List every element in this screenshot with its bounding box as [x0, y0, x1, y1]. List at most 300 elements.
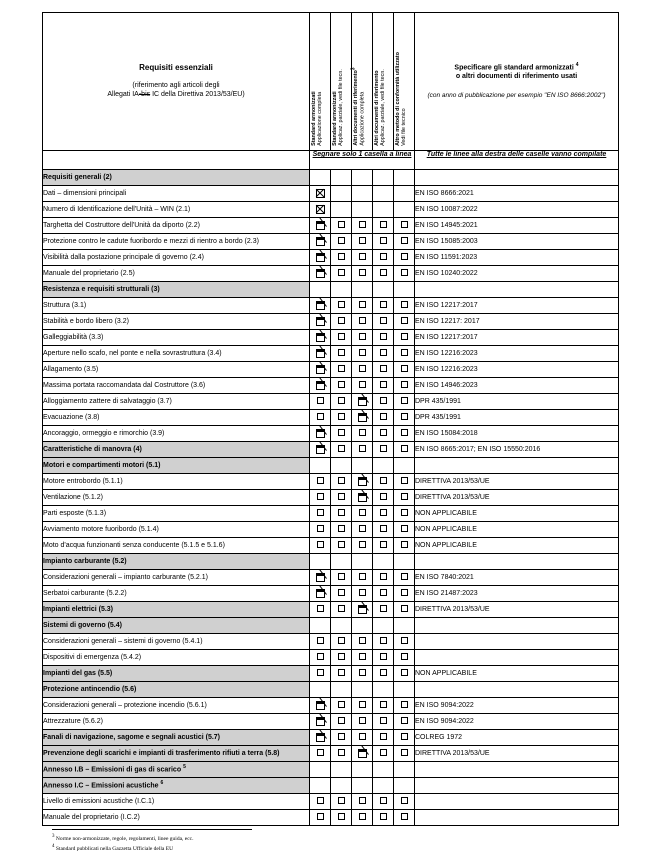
checkbox[interactable]	[401, 653, 408, 660]
checkbox[interactable]	[401, 269, 408, 276]
checkbox[interactable]	[359, 653, 366, 660]
checkbox[interactable]	[317, 525, 324, 532]
checkbox-cell	[331, 458, 352, 474]
standard-reference[interactable]	[415, 762, 619, 778]
checkbox[interactable]	[359, 317, 366, 324]
requirement-label-text: Stabilità e bordo libero (3.2)	[43, 317, 129, 325]
checkbox[interactable]	[317, 397, 324, 404]
requirement-label	[43, 810, 310, 826]
checkbox[interactable]	[401, 477, 408, 484]
standard-reference[interactable]: DPR 435/1991	[415, 410, 619, 426]
checkbox[interactable]	[338, 813, 345, 820]
checkbox[interactable]	[338, 301, 345, 308]
checkbox-cell	[373, 298, 394, 314]
checkbox[interactable]	[401, 301, 408, 308]
standard-reference[interactable]: EN ISO 7840:2021	[415, 570, 619, 586]
checkbox[interactable]	[401, 445, 408, 452]
section-row	[43, 746, 619, 762]
requirement-label-text: Annesso I.C – Emissioni acustiche	[43, 782, 159, 790]
standard-reference[interactable]: EN ISO 12217:2017	[415, 298, 619, 314]
checkbox-cell	[310, 730, 331, 746]
checkbox-cell	[331, 202, 352, 218]
checkbox[interactable]	[338, 349, 345, 356]
checkbox[interactable]	[380, 317, 387, 324]
checkbox[interactable]	[338, 573, 345, 580]
requirement-label	[43, 522, 310, 538]
checkbox[interactable]	[380, 301, 387, 308]
page-title: Requisiti essenziali	[139, 63, 213, 72]
checkbox-cell	[352, 762, 373, 778]
checkbox[interactable]	[338, 541, 345, 548]
instructions-blank	[43, 151, 310, 170]
requirement-label	[43, 426, 310, 442]
checkbox[interactable]	[338, 317, 345, 324]
checkbox-cell	[352, 570, 373, 586]
standard-reference[interactable]: EN ISO 14945:2021	[415, 218, 619, 234]
column-header-other-partial: Altri documenti di riferimento Applicaz. parziale, vedi file tecn.	[373, 13, 394, 151]
checkbox[interactable]	[317, 413, 324, 420]
checkbox[interactable]	[401, 717, 408, 724]
checkbox[interactable]	[359, 573, 366, 580]
standard-reference[interactable]: DIRETTIVA 2013/53/UE	[415, 746, 619, 762]
checkbox-checked[interactable]	[316, 717, 325, 726]
requirement-label	[43, 490, 310, 506]
checkbox-cell	[373, 762, 394, 778]
requirement-row	[43, 330, 619, 346]
checkbox[interactable]	[380, 701, 387, 708]
checkbox[interactable]	[338, 653, 345, 660]
checkbox[interactable]	[380, 717, 387, 724]
checkbox-cell	[331, 186, 352, 202]
checkbox[interactable]	[338, 509, 345, 516]
standard-reference[interactable]	[415, 458, 619, 474]
checkbox[interactable]	[338, 525, 345, 532]
checkbox-checked[interactable]	[316, 237, 325, 246]
standard-reference[interactable]: DPR 435/1991	[415, 394, 619, 410]
requirement-row	[43, 794, 619, 810]
standard-reference[interactable]: NON APPLICABILE	[415, 522, 619, 538]
checkbox-cell	[352, 794, 373, 810]
checkbox[interactable]	[338, 253, 345, 260]
checkbox[interactable]	[380, 525, 387, 532]
checkbox-cell	[394, 586, 415, 602]
standard-reference[interactable]: EN ISO 9094:2022	[415, 698, 619, 714]
checkbox-cell	[331, 810, 352, 826]
requirement-row	[43, 426, 619, 442]
checkbox[interactable]	[401, 797, 408, 804]
standard-reference[interactable]: EN ISO 8665:2017; EN ISO 15550:2016	[415, 442, 619, 458]
standard-reference[interactable]: DIRETTIVA 2013/53/UE	[415, 474, 619, 490]
checkbox-checked[interactable]	[316, 269, 325, 278]
standard-reference[interactable]	[415, 634, 619, 650]
standard-reference[interactable]: EN ISO 12217: 2017	[415, 314, 619, 330]
checkbox[interactable]	[380, 605, 387, 612]
checkbox-cell	[352, 538, 373, 554]
requirement-label-text: Impianti elettrici (5.3)	[43, 605, 114, 613]
standard-reference[interactable]: DIRETTIVA 2013/53/UE	[415, 490, 619, 506]
checkbox-checked[interactable]	[316, 733, 325, 742]
requirement-label-text: Fanali di navigazione, sagome e segnali acustici (5.7)	[43, 733, 221, 741]
checkbox[interactable]	[359, 717, 366, 724]
checkbox[interactable]	[359, 733, 366, 740]
checkbox[interactable]	[401, 349, 408, 356]
standard-reference[interactable]	[415, 618, 619, 634]
checkbox-cell	[373, 426, 394, 442]
checkbox[interactable]	[401, 429, 408, 436]
standards-header-cell	[415, 13, 619, 151]
checkbox-checked[interactable]	[316, 301, 325, 310]
checkbox-cell	[373, 282, 394, 298]
standard-reference[interactable]: EN ISO 14946:2023	[415, 378, 619, 394]
checkbox[interactable]	[359, 365, 366, 372]
checkbox-cell	[373, 330, 394, 346]
checkbox-cell	[373, 458, 394, 474]
checkbox[interactable]	[338, 477, 345, 484]
checkbox[interactable]	[401, 573, 408, 580]
checkbox[interactable]	[338, 333, 345, 340]
requirement-label-text: Ventilazione (5.1.2)	[43, 493, 103, 501]
checkbox-checked[interactable]	[316, 429, 325, 438]
checkbox-checked[interactable]	[316, 253, 325, 262]
checkbox-checked[interactable]	[358, 749, 367, 758]
section-row	[43, 554, 619, 570]
requirement-label	[43, 442, 310, 458]
checkbox-cell	[352, 634, 373, 650]
checkbox-cell	[310, 570, 331, 586]
requirement-label-text: Sistemi di governo (5.4)	[43, 621, 122, 629]
checkbox[interactable]	[401, 541, 408, 548]
checkbox-cell	[310, 634, 331, 650]
checkbox[interactable]	[338, 381, 345, 388]
checkbox-cell	[394, 698, 415, 714]
checkbox-checked[interactable]	[316, 365, 325, 374]
standard-reference[interactable]: NON APPLICABILE	[415, 538, 619, 554]
checkbox[interactable]	[317, 637, 324, 644]
checkbox-cell	[331, 490, 352, 506]
checkbox-cell	[373, 698, 394, 714]
checkbox[interactable]	[380, 813, 387, 820]
requirement-label	[43, 314, 310, 330]
checkbox[interactable]	[317, 493, 324, 500]
checkbox[interactable]	[380, 669, 387, 676]
checkbox[interactable]	[401, 525, 408, 532]
standard-reference[interactable]	[415, 282, 619, 298]
checkbox[interactable]	[401, 509, 408, 516]
checkbox[interactable]	[317, 813, 324, 820]
requirement-label	[43, 298, 310, 314]
requirement-label	[43, 666, 310, 682]
standard-reference[interactable]: EN ISO 8666:2021	[415, 186, 619, 202]
checkbox-checked[interactable]	[316, 333, 325, 342]
requirement-label-text: Impianti del gas (5.5)	[43, 669, 113, 677]
checkbox[interactable]	[338, 429, 345, 436]
checkbox[interactable]	[338, 221, 345, 228]
checkbox[interactable]	[338, 749, 345, 756]
requirement-label	[43, 282, 310, 298]
checkbox[interactable]	[380, 333, 387, 340]
standard-reference[interactable]: EN ISO 21487:2023	[415, 586, 619, 602]
checkbox[interactable]	[401, 669, 408, 676]
checkbox[interactable]	[401, 605, 408, 612]
standard-reference[interactable]: DIRETTIVA 2013/53/UE	[415, 602, 619, 618]
standard-reference[interactable]: NON APPLICABILE	[415, 506, 619, 522]
checkbox-cell	[331, 698, 352, 714]
checkbox[interactable]	[380, 573, 387, 580]
requirement-label-text: Parti esposte (5.1.3)	[43, 509, 107, 517]
checkbox-checked[interactable]	[358, 477, 367, 486]
checkbox[interactable]	[401, 333, 408, 340]
checkbox-cell	[310, 714, 331, 730]
checkbox[interactable]	[359, 813, 366, 820]
standard-reference[interactable]	[415, 170, 619, 186]
checkbox-checked[interactable]	[316, 317, 325, 326]
checkbox[interactable]	[317, 749, 324, 756]
subtitle-suffix: IC della Direttiva 2013/53/EU)	[152, 90, 245, 98]
requirement-row	[43, 346, 619, 362]
checkbox-cell	[394, 170, 415, 186]
checkbox-checked[interactable]	[358, 493, 367, 502]
checkbox[interactable]	[380, 365, 387, 372]
checkbox[interactable]	[338, 237, 345, 244]
checkbox[interactable]	[338, 589, 345, 596]
standard-reference[interactable]: NON APPLICABILE	[415, 666, 619, 682]
checkbox[interactable]	[359, 669, 366, 676]
requirement-row	[43, 810, 619, 826]
checkbox[interactable]	[317, 797, 324, 804]
checkbox-checked[interactable]	[316, 189, 325, 198]
checkbox[interactable]	[401, 749, 408, 756]
checkbox-cell	[373, 778, 394, 794]
checkbox-checked[interactable]	[316, 349, 325, 358]
standard-reference[interactable]	[415, 682, 619, 698]
checkbox-checked[interactable]	[316, 589, 325, 598]
checkbox[interactable]	[380, 445, 387, 452]
checkbox[interactable]	[359, 381, 366, 388]
checkbox[interactable]	[359, 301, 366, 308]
requirement-label	[43, 170, 310, 186]
checkbox[interactable]	[380, 253, 387, 260]
checkbox[interactable]	[359, 269, 366, 276]
checkbox[interactable]	[338, 397, 345, 404]
checkbox-cell	[394, 522, 415, 538]
checkbox[interactable]	[359, 525, 366, 532]
checkbox[interactable]	[338, 797, 345, 804]
requirement-label-text: Numero di Identificazione dell'Unità – WIN (2.1)	[43, 205, 191, 213]
checkbox-cell	[352, 266, 373, 282]
section-row	[43, 170, 619, 186]
checkbox[interactable]	[380, 397, 387, 404]
standard-reference[interactable]: EN ISO 10087:2022	[415, 202, 619, 218]
standard-reference[interactable]	[415, 650, 619, 666]
checkbox[interactable]	[317, 605, 324, 612]
checkbox-cell	[310, 538, 331, 554]
checkbox[interactable]	[401, 733, 408, 740]
checkbox[interactable]	[338, 605, 345, 612]
checkbox[interactable]	[359, 253, 366, 260]
checkbox-checked[interactable]	[316, 381, 325, 390]
standard-reference[interactable]	[415, 554, 619, 570]
checkbox-cell	[394, 410, 415, 426]
checkbox[interactable]	[359, 589, 366, 596]
checkbox[interactable]	[317, 653, 324, 660]
checkbox-cell	[310, 762, 331, 778]
checkbox[interactable]	[380, 381, 387, 388]
standard-reference[interactable]: EN ISO 12216:2023	[415, 362, 619, 378]
checkbox-checked[interactable]	[316, 221, 325, 230]
checkbox[interactable]	[338, 669, 345, 676]
checkbox[interactable]	[380, 541, 387, 548]
requirement-label-text: Dispositivi di emergenza (5.4.2)	[43, 653, 142, 661]
checkbox-cell	[310, 458, 331, 474]
section-row	[43, 602, 619, 618]
checkbox-cell	[394, 682, 415, 698]
checkbox[interactable]	[380, 589, 387, 596]
checkbox[interactable]	[401, 493, 408, 500]
checkbox-cell	[331, 618, 352, 634]
checkbox-cell	[373, 490, 394, 506]
checkbox-cell	[310, 394, 331, 410]
checkbox[interactable]	[401, 221, 408, 228]
checkbox[interactable]	[380, 349, 387, 356]
standard-reference[interactable]: COLREG 1972	[415, 730, 619, 746]
checkbox[interactable]	[359, 237, 366, 244]
checkbox[interactable]	[401, 365, 408, 372]
requirement-row	[43, 698, 619, 714]
checkbox[interactable]	[359, 541, 366, 548]
requirement-label-text: Dati – dimensioni principali	[43, 189, 127, 197]
checkbox[interactable]	[380, 637, 387, 644]
standard-reference[interactable]: EN ISO 9094:2022	[415, 714, 619, 730]
checkbox[interactable]	[401, 701, 408, 708]
checkbox-cell	[310, 522, 331, 538]
checkbox-cell	[394, 298, 415, 314]
checkbox[interactable]	[401, 637, 408, 644]
checkbox[interactable]	[401, 589, 408, 596]
standard-reference[interactable]: EN ISO 12217:2017	[415, 330, 619, 346]
requirement-row	[43, 522, 619, 538]
checkbox[interactable]	[401, 253, 408, 260]
checkbox-checked[interactable]	[316, 573, 325, 582]
checkbox-cell	[352, 602, 373, 618]
checkbox[interactable]	[380, 269, 387, 276]
checkbox[interactable]	[359, 445, 366, 452]
requirement-label	[43, 730, 310, 746]
checkbox-cell	[373, 410, 394, 426]
checkbox-cell	[310, 234, 331, 250]
checkbox[interactable]	[380, 237, 387, 244]
standard-reference[interactable]: EN ISO 10240:2022	[415, 266, 619, 282]
checkbox[interactable]	[317, 509, 324, 516]
standard-reference[interactable]: EN ISO 12216:2023	[415, 346, 619, 362]
checkbox[interactable]	[401, 413, 408, 420]
checkbox[interactable]	[401, 813, 408, 820]
requirement-label-text: Allagamento (3.5)	[43, 365, 99, 373]
checkbox-cell	[352, 618, 373, 634]
checkbox-cell	[373, 794, 394, 810]
checkbox[interactable]	[380, 653, 387, 660]
requirement-label	[43, 266, 310, 282]
standard-reference[interactable]	[415, 778, 619, 794]
checkbox[interactable]	[380, 749, 387, 756]
checkbox[interactable]	[380, 477, 387, 484]
checkbox[interactable]	[317, 477, 324, 484]
checkbox[interactable]	[380, 797, 387, 804]
footnote-4: $^4$ Standard pubblicati nella Gazzetta Ufficiale della EU	[52, 844, 174, 852]
checkbox[interactable]	[338, 637, 345, 644]
checkbox-checked[interactable]	[316, 445, 325, 454]
checkbox[interactable]	[317, 541, 324, 548]
checkbox[interactable]	[380, 429, 387, 436]
checkbox[interactable]	[359, 637, 366, 644]
checkbox[interactable]	[380, 493, 387, 500]
standard-reference[interactable]	[415, 794, 619, 810]
checkbox[interactable]	[359, 221, 366, 228]
requirement-label	[43, 570, 310, 586]
checkbox[interactable]	[380, 413, 387, 420]
checkbox-cell	[373, 522, 394, 538]
checkbox[interactable]	[380, 733, 387, 740]
checkbox-cell	[352, 474, 373, 490]
requirement-row	[43, 394, 619, 410]
checkbox-checked[interactable]	[316, 205, 325, 214]
checkbox[interactable]	[359, 509, 366, 516]
checkbox-checked[interactable]	[358, 413, 367, 422]
checkbox[interactable]	[338, 733, 345, 740]
checkbox[interactable]	[338, 445, 345, 452]
checkbox[interactable]	[338, 717, 345, 724]
checkbox[interactable]	[317, 669, 324, 676]
standard-reference[interactable]	[415, 810, 619, 826]
checkbox[interactable]	[359, 333, 366, 340]
checkbox[interactable]	[359, 797, 366, 804]
checkbox-checked[interactable]	[358, 397, 367, 406]
checkbox-cell	[373, 362, 394, 378]
requirement-label	[43, 794, 310, 810]
checkbox[interactable]	[338, 365, 345, 372]
checkbox-cell	[352, 554, 373, 570]
standard-reference[interactable]: EN ISO 15084:2018	[415, 426, 619, 442]
checkbox-checked[interactable]	[358, 605, 367, 614]
checkbox[interactable]	[401, 237, 408, 244]
standard-reference[interactable]: EN ISO 15085:2003	[415, 234, 619, 250]
checkbox[interactable]	[338, 493, 345, 500]
standard-reference[interactable]: EN ISO 11591:2023	[415, 250, 619, 266]
checkbox-cell	[310, 698, 331, 714]
checkbox-cell	[331, 538, 352, 554]
checkbox-cell	[352, 346, 373, 362]
checkbox[interactable]	[359, 349, 366, 356]
checkbox-cell	[310, 682, 331, 698]
checkbox[interactable]	[380, 509, 387, 516]
checkbox[interactable]	[380, 221, 387, 228]
checkbox-checked[interactable]	[316, 701, 325, 710]
checkbox[interactable]	[401, 381, 408, 388]
checkbox[interactable]	[401, 317, 408, 324]
checkbox[interactable]	[338, 701, 345, 708]
checkbox[interactable]	[338, 269, 345, 276]
requirement-row	[43, 490, 619, 506]
requirement-label	[43, 618, 310, 634]
checkbox[interactable]	[359, 429, 366, 436]
checkbox[interactable]	[401, 397, 408, 404]
checkbox-cell	[310, 170, 331, 186]
checkbox-cell	[310, 250, 331, 266]
checkbox[interactable]	[359, 701, 366, 708]
checkbox[interactable]	[338, 413, 345, 420]
requirement-label-text: Evacuazione (3.8)	[43, 413, 100, 421]
requirement-label	[43, 362, 310, 378]
checkbox-cell	[331, 474, 352, 490]
